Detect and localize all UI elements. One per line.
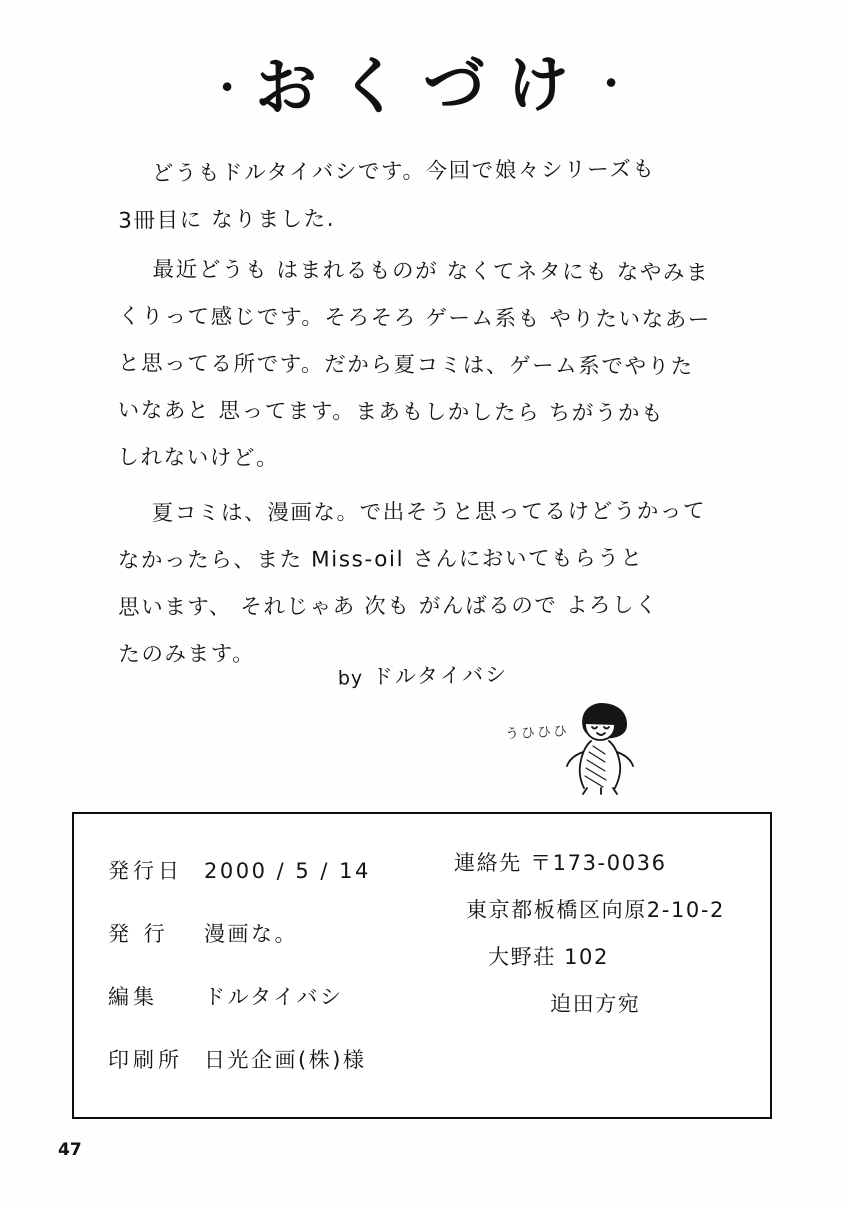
afterword-line: なかったら、また Miss-oil さんにおいてもらうと	[117, 546, 644, 574]
colophon-row-publisher	[108, 903, 438, 966]
title-text: おくづけ	[254, 47, 592, 124]
colophon-box	[72, 812, 772, 1119]
afterword-line: くりって感じです。そろそろ ゲーム系も やりたいなあー	[118, 304, 712, 333]
signature-name: ドルタイバシ	[371, 662, 509, 689]
colophon-value: 漫画な。	[204, 922, 298, 946]
page-title	[0, 32, 846, 130]
colophon-row-editor	[108, 966, 438, 1029]
afterword-line: 夏コミは、漫画な。で出そうと思ってるけどうかって	[151, 498, 707, 527]
afterword-line: たのみます。	[118, 641, 256, 668]
afterword-paragraph-3	[118, 488, 733, 679]
chibi-character-icon	[505, 700, 665, 796]
afterword-line: と思ってる所です。だから夏コミは、ゲーム系でやりた	[117, 351, 694, 380]
colophon-label: 発行日	[108, 859, 183, 883]
afterword-line: しれないけど。	[117, 445, 280, 472]
afterword-line: 3冊目に なりました.	[118, 206, 336, 234]
colophon-row-printer	[108, 1029, 438, 1092]
author-doodle	[0, 700, 846, 796]
afterword-paragraph-1	[118, 145, 733, 244]
afterword-line: 思います、 それじゃあ 次も がんばるので よろしく	[118, 592, 659, 621]
colophon-value: 日光企画(株)様	[204, 1048, 367, 1072]
title-dot-right: ・	[590, 61, 640, 109]
colophon-label: 発 行	[108, 922, 169, 946]
afterword-body	[118, 148, 732, 683]
title-dot-left: ・	[206, 65, 256, 113]
doodle-laugh-text: うひひひ	[504, 723, 570, 743]
colophon-label: 印刷所	[108, 1048, 183, 1072]
colophon-row-publish-date	[108, 840, 438, 903]
afterword-line: いなあと 思ってます。まあもしかしたら ちがうかも	[117, 398, 665, 427]
page-number: 47	[58, 1140, 82, 1160]
colophon-label: 編集	[108, 985, 158, 1009]
colophon-contact-building: 大野荘 102	[488, 945, 609, 969]
colophon-left-column	[108, 840, 438, 1092]
signature-prefix: by	[337, 667, 364, 690]
colophon-value: ドルタイバシ	[204, 985, 344, 1009]
colophon-contact-address: 東京都板橋区向原2-10-2	[466, 898, 725, 922]
afterword-paragraph-2	[117, 246, 732, 485]
colophon-right-column	[454, 840, 754, 1028]
afterword-line: 最近どうも はまれるものが なくてネタにも なやみま	[152, 257, 710, 286]
colophon-value: 2000 / 5 / 14	[204, 859, 371, 883]
colophon-contact-postal: 連絡先 〒173-0036	[454, 851, 667, 875]
colophon-contact-recipient: 迫田方宛	[550, 992, 641, 1016]
afterword-line: どうもドルタイバシです。今回で娘々シリーズも	[151, 156, 656, 187]
